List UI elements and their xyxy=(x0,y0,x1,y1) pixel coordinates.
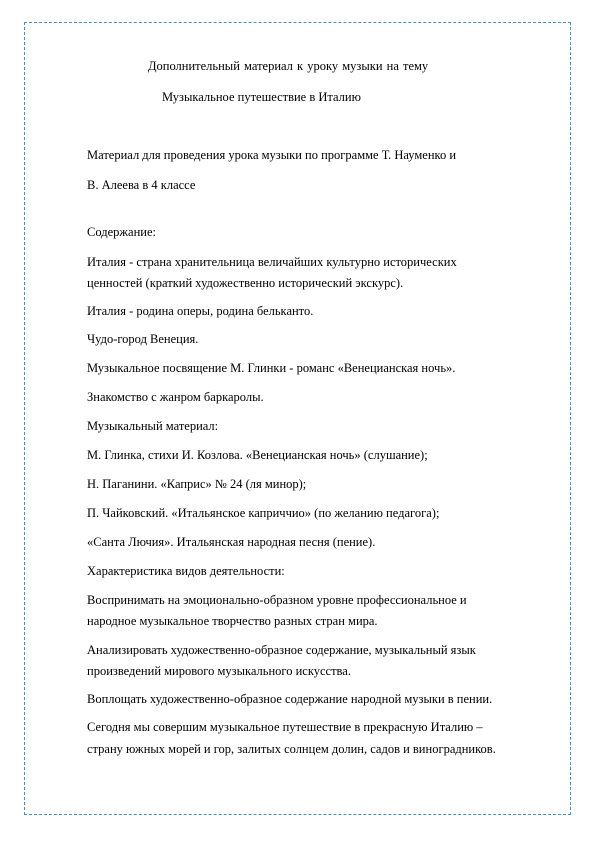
text-line: П. Чайковский. «Итальянское каприччио» (по желанию педагога); xyxy=(87,506,440,520)
text-line: народное музыкальное творчество разных стран мира. xyxy=(87,614,378,628)
text-line: Знакомство с жанром баркаролы. xyxy=(87,390,264,404)
text-line: произведений мирового музыкального искусства. xyxy=(87,664,351,678)
text-line: В. Алеева в 4 классе xyxy=(87,178,196,192)
text-line: «Санта Лючия». Итальянская народная песня (пение). xyxy=(87,535,376,549)
text-line: Воспринимать на эмоционально-образном уровне профессиональное и xyxy=(87,593,467,607)
text-line: Материал для проведения урока музыки по программе Т. Науменко и xyxy=(87,148,457,162)
text-line: страну южных морей и гор, залитых солнцем долин, садов и виноградников. xyxy=(87,742,496,756)
text-line: Содержание: xyxy=(87,225,156,239)
text-line: Анализировать художественно-образное содержание, музыкальный язык xyxy=(87,643,476,657)
text-line: ценностей (краткий художественно исторический экскурс). xyxy=(87,276,404,290)
text-line: Н. Паганини. «Каприс» № 24 (ля минор); xyxy=(87,477,307,491)
text-line: Воплощать художественно-образное содержание народной музыки в пении. xyxy=(87,692,493,706)
text-line: Музыкальное посвящение М. Глинки - романс «Венецианская ночь». xyxy=(87,361,456,375)
text-line: М. Глинка, стихи И. Козлова. «Венецианская ночь» (слушание); xyxy=(87,448,428,462)
title-line-1: Дополнительный материал к уроку музыки на тему xyxy=(148,59,429,73)
text-line: Чудо-город Венеция. xyxy=(87,332,199,346)
text-line: Италия - родина оперы, родина бельканто. xyxy=(87,304,314,318)
text-line: Италия - страна хранительница величайших культурно исторических xyxy=(87,255,457,269)
text-line: Сегодня мы совершим музыкальное путешествие в прекрасную Италию – xyxy=(87,720,483,734)
text-line: Характеристика видов деятельности: xyxy=(87,564,285,578)
title-line-2: Музыкальное путешествие в Италию xyxy=(162,90,361,104)
text-line: Музыкальный материал: xyxy=(87,419,219,433)
